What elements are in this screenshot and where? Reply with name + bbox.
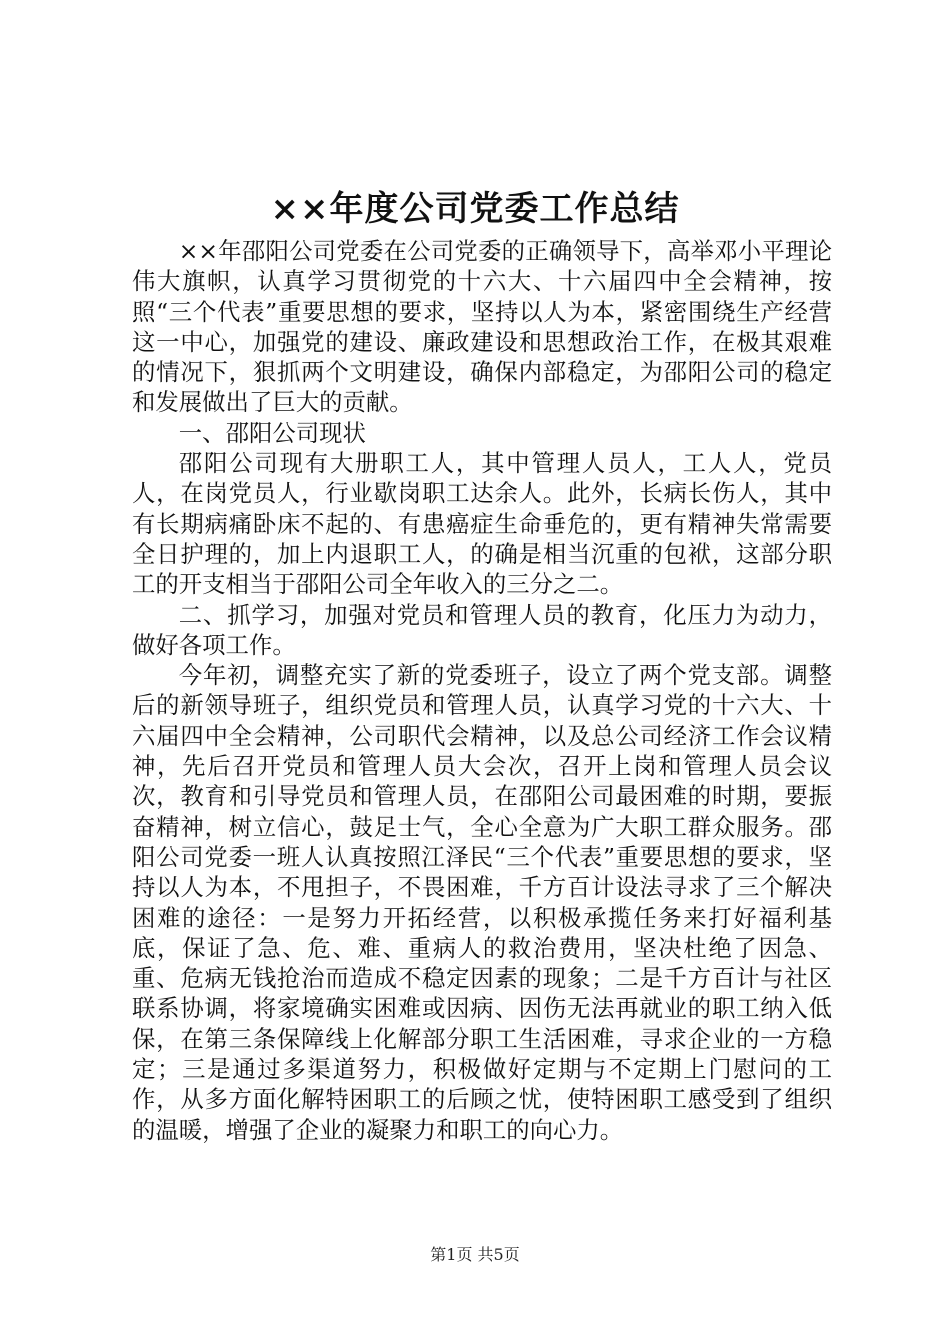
status-paragraph: 邵阳公司现有大册职工人，其中管理人员人，工人人，党员人，在岗党员人，行业歇岗职工达余人。此外，长病长伤人，其中有长期病痛卧床不起的、有患癌症生命垂危的，更有精神失常需要全日护理的，加上内退职工人，的确是相当沉重的包袱，这部分职工的开支相当于邵阳公司全年收入的三分之二。 [132, 449, 832, 599]
document-title: ××年度公司党委工作总结 [270, 189, 680, 229]
study-paragraph: 今年初，调整充实了新的党委班子，设立了两个党支部。调整后的新领导班子，组织党员和管理人员，认真学习党的十六大、十六届四中全会精神，公司职代会精神，以及总公司经济工作会议精神，先后召开党员和管理人员大会次，召开上岗和管理人员会议次，教育和引导党员和管理人员，在邵阳公司最困难的时期，要振奋精神，树立信心，鼓足士气，全心全意为广大职工群众服务。邵阳公司党委一班人认真按照江泽民“三个代表”重要思想的要求，坚持以人为本，不甩担子，不畏困难，千方百计设法寻求了三个解决困难的途径：一是努力开拓经营，以积极承揽任务来打好福利基底，保证了急、危、难、重病人的救治费用，坚决杜绝了因急、重、危病无钱抢治而造成不稳定因素的现象；二是千方百计与社区联系协调，将家境确实困难或因病、因伤无法再就业的职工纳入低保，在第三条保障线上化解部分职工生活困难，寻求企业的一方稳定；三是通过多渠道努力，积极做好定期与不定期上门慰问的工作，从多方面化解特困职工的后顾之忧，使特困职工感受到了组织的温暖，增强了企业的凝聚力和职工的向心力。 [132, 661, 832, 1144]
intro-paragraph: ××年邵阳公司党委在公司党委的正确领导下，高举邓小平理论伟大旗帜，认真学习贯彻党的十六大、十六届四中全会精神，按照“三个代表”重要思想的要求，坚持以人为本，紧密围绕生产经营这一中心，加强党的建设、廉政建设和思想政治工作，在极其艰难的情况下，狠抓两个文明建设，确保内部稳定，为邵阳公司的稳定和发展做出了巨大的贡献。 [132, 237, 832, 417]
page-footer: 第1页 共5页 [430, 1245, 520, 1264]
section-heading-status: 一、邵阳公司现状 [178, 418, 366, 447]
document-body [132, 236, 832, 1145]
section-heading-study: 二、抓学习，加强对党员和管理人员的教育，化压力为动力，做好各项工作。 [132, 600, 832, 659]
